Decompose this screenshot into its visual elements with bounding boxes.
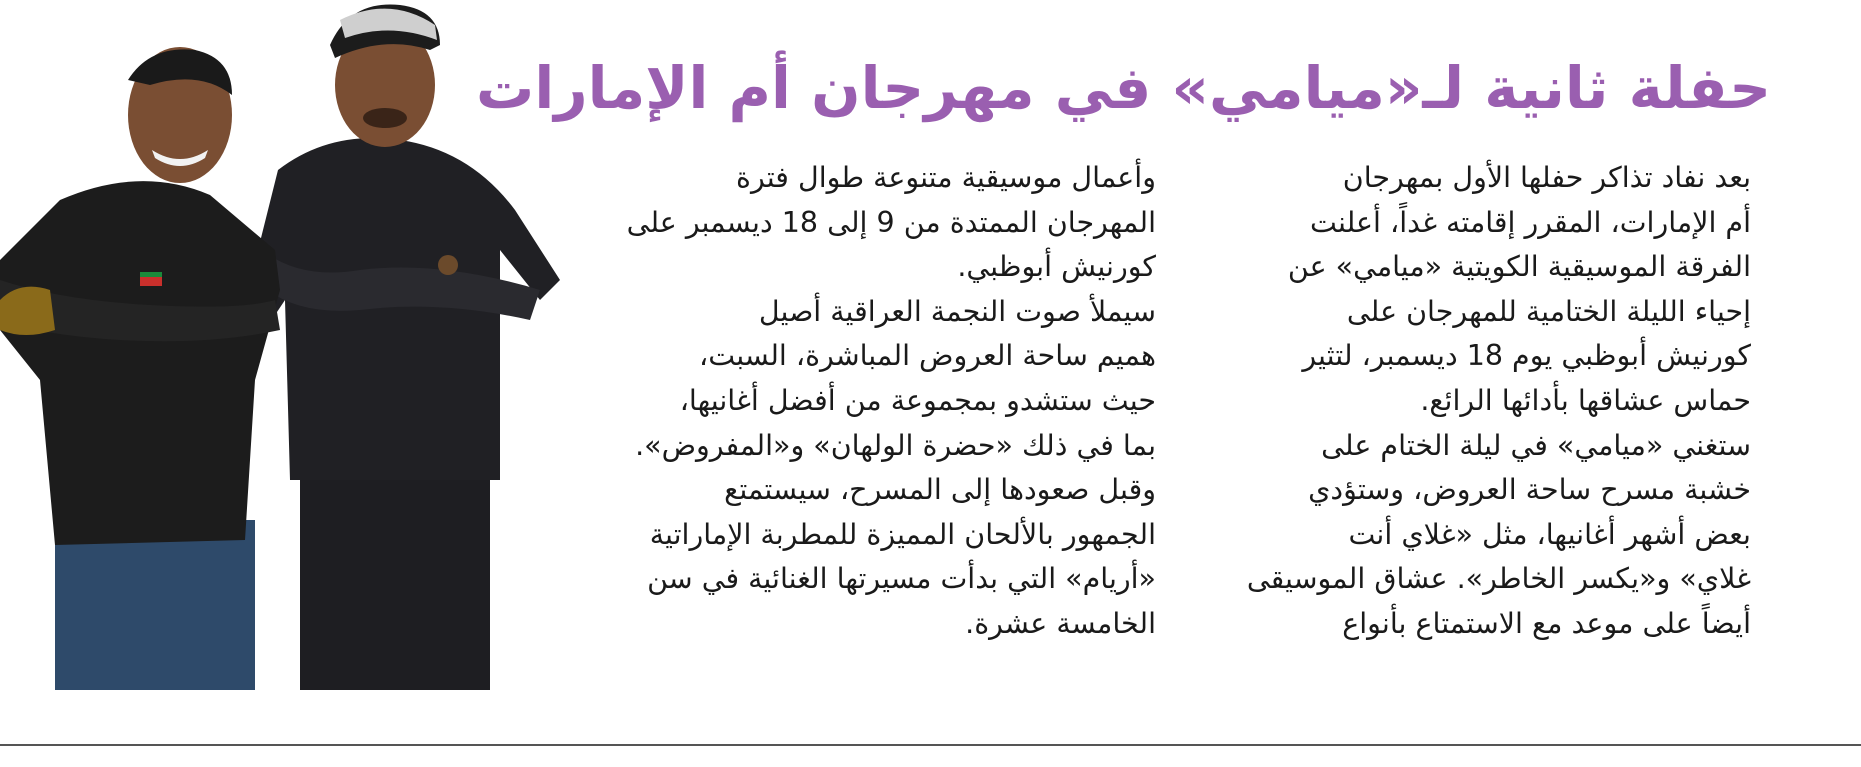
paragraph-4	[576, 290, 1156, 647]
text-line: بعد نفاد تذاكر حفلها الأول بمهرجان	[1342, 161, 1751, 194]
text-line: غلاي» و«يكسر الخاطر». عشاق الموسيقى	[1246, 562, 1751, 596]
text-line: خشبة مسرح ساحة العروض، وستؤدي	[1308, 473, 1751, 507]
text-line: سيملأ صوت النجمة العراقية أصيل	[758, 294, 1156, 328]
text-line: «أريام» التي بدأت مسيرتها الغنائية في سن	[647, 562, 1156, 596]
text-line: بما في ذلك «حضرة الولهان» و«المفروض».	[635, 428, 1156, 462]
text-line: وقبل صعودها إلى المسرح، سيستمتع	[724, 473, 1156, 507]
text-line: هميم ساحة العروض المباشرة، السبت،	[699, 339, 1156, 373]
text-line: الخامسة عشرة.	[965, 606, 1156, 640]
paragraph-1	[1221, 156, 1751, 424]
article-column-left	[576, 156, 1156, 647]
headline: حفلة ثانية لـ«ميامي» في مهرجان أم الإمارات	[476, 54, 1771, 122]
text-line: الفرقة الموسيقية الكويتية «ميامي» عن	[1287, 250, 1751, 284]
text-line: الجمهور بالألحان المميزة للمطربة الإماراتية	[649, 517, 1156, 551]
text-line: إحياء الليلة الختامية للمهرجان على	[1346, 294, 1751, 328]
text-line: كورنيش أبوظبي.	[957, 250, 1156, 284]
text-line: المهرجان الممتدة من 9 إلى 18 ديسمبر على	[626, 205, 1156, 239]
text-line: كورنيش أبوظبي يوم 18 ديسمبر، لتثير	[1302, 339, 1751, 373]
paragraph-2	[1221, 424, 1751, 647]
text-line: أم الإمارات، المقرر إقامته غداً، أعلنت	[1310, 205, 1751, 239]
man-front	[0, 47, 280, 690]
bottom-rule	[0, 744, 1861, 746]
text-line: ستغني «ميامي» في ليلة الختام على	[1321, 428, 1751, 462]
article-column-right	[1221, 156, 1751, 647]
text-line: أيضاً على موعد مع الاستمتاع بأنواع	[1342, 606, 1751, 640]
text-line: بعض أشهر أغانيها، مثل «غلاي أنت	[1348, 517, 1751, 551]
text-line: حماس عشاقها بأدائها الرائع.	[1420, 383, 1751, 417]
text-line: وأعمال موسيقية متنوعة طوال فترة	[736, 161, 1156, 194]
paragraph-3	[576, 156, 1156, 290]
text-line: حيث ستشدو بمجموعة من أفضل أغانيها،	[679, 383, 1156, 417]
